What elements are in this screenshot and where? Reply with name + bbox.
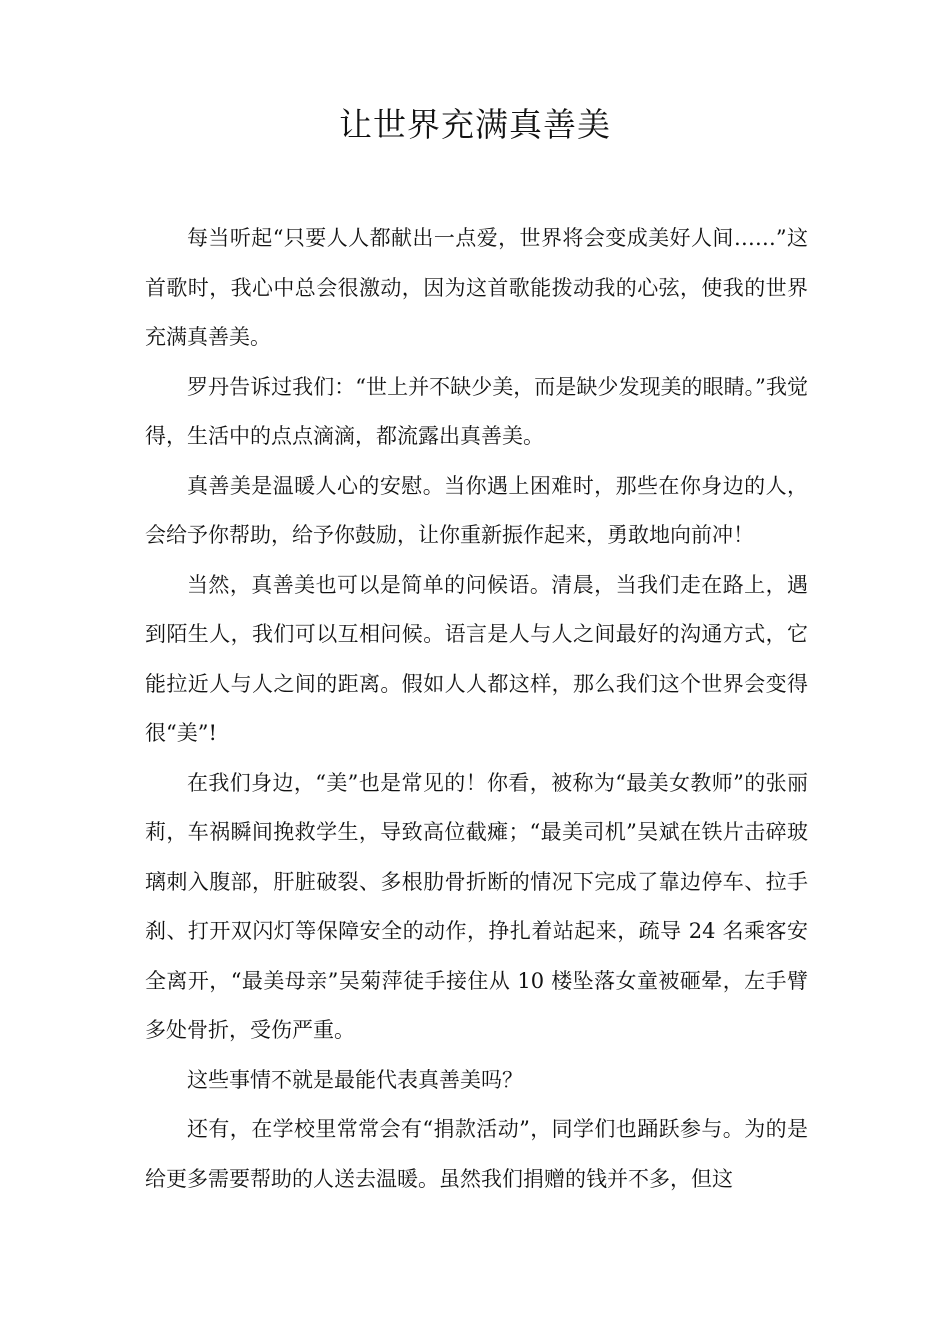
paragraph: 在我们身边，“美”也是常见的！你看，被称为“最美女教师”的张丽莉，车祸瞬间挽救学生，导致高位截瘫；“最美司机”吴斌在铁片击碎玻璃刺入腹部，肝脏破裂、多根肋骨折断的情况下完成了靠边停车、拉手刹、打开双闪灯等保障安全的动作，挣扎着站起来，疏导 24 名乘客安全离开，“最美母亲”吴菊萍徒手接住从 10 楼坠落女童被砸晕，左手臂多处骨折，受伤严重。 (145, 770, 808, 1042)
paragraph: 罗丹告诉过我们：“世上并不缺少美，而是缺少发现美的眼睛。”我觉得，生活中的点点滴滴，都流露出真善美。 (145, 374, 808, 448)
paragraph: 这些事情不就是最能代表真善美吗？ (187, 1067, 523, 1092)
paragraph: 每当听起“只要人人都献出一点爱，世界将会变成美好人间……”这首歌时，我心中总会很激动，因为这首歌能拨动我的心弦，使我的世界充满真善美。 (145, 226, 808, 349)
paragraph: 当然，真善美也可以是简单的问候语。清晨，当我们走在路上，遇到陌生人，我们可以互相问候。语言是人与人之间最好的沟通方式，它能拉近人与人之间的距离。假如人人都这样，那么我们这个世界会变得很“美”! (145, 572, 808, 745)
document-body (145, 214, 808, 1204)
paragraph: 真善美是温暖人心的安慰。当你遇上困难时，那些在你身边的人，会给予你帮助，给予你鼓励，让你重新振作起来，勇敢地向前冲！ (145, 473, 808, 547)
paragraph: 还有，在学校里常常会有“捐款活动”，同学们也踊跃参与。为的是给更多需要帮助的人送去温暖。虽然我们捐赠的钱并不多，但这 (145, 1117, 808, 1191)
document-title: 让世界充满真善美 (339, 105, 611, 144)
